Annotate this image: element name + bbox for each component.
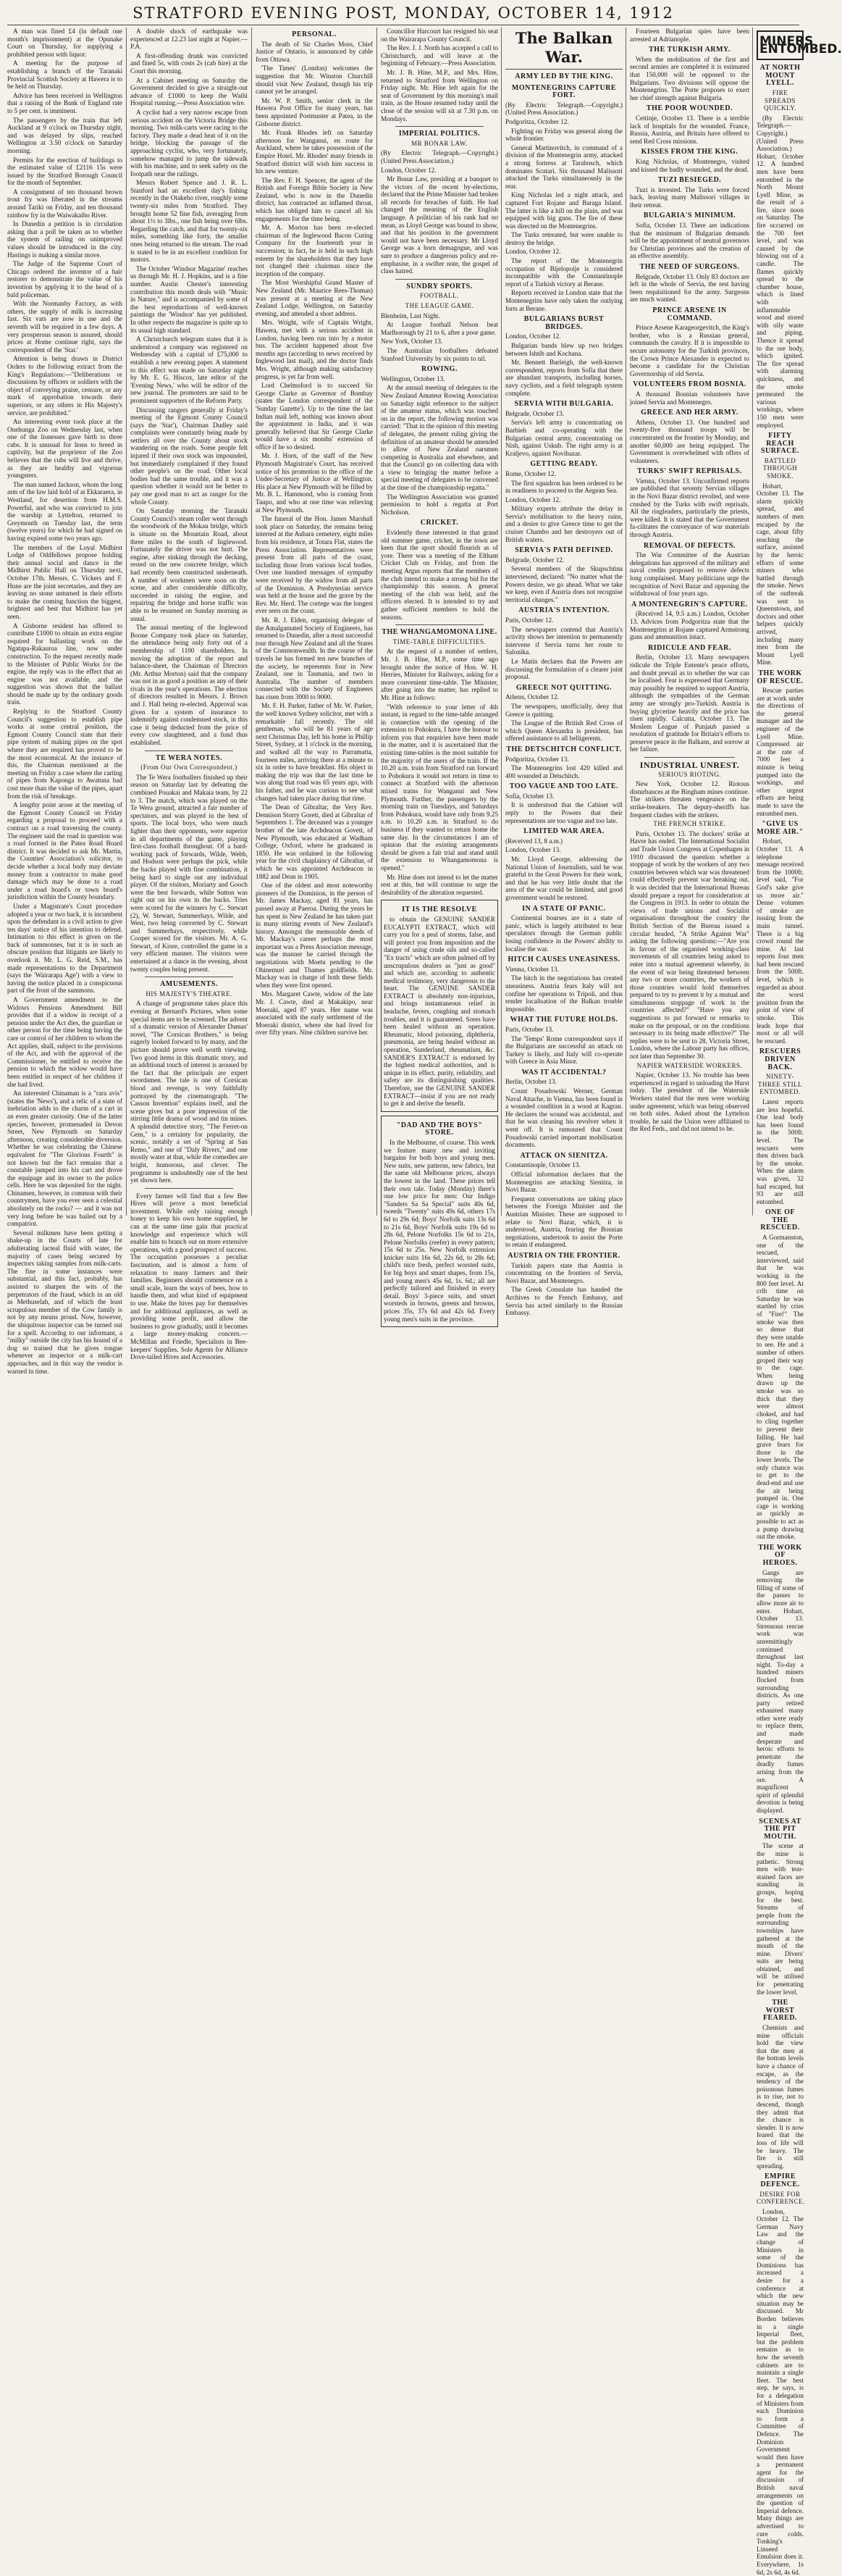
news-paragraph: Fourteen Bulgarian spies have been arrested at Adrianople. <box>630 28 749 43</box>
news-paragraph: Mr. Lloyd George, addressing the National Union of Journalists, said he was grateful to the Great Powers for their work, and that he has very little doubt that the area of the war could be limited, and good government would be restored. <box>505 856 623 901</box>
news-paragraph: A meeting for the purpose of establishing a branch of the Taranaki Provincial Scottish Society at Hawera is to be held on Thursday. <box>7 59 122 91</box>
news-paragraph: Napier, October 13. No trouble has been experienced in regard to unloading the Hurst today. The president of the Waterside Workers stated that the men were working under agreement, which was being observed on both sides. Asked about the Lyttelton trouble, he said the Union were affiliated to the Red Feds., and did not intend to be. <box>630 1071 749 1133</box>
column-5 <box>502 28 626 1317</box>
column-7 <box>754 28 842 2576</box>
column-4 <box>378 28 501 1323</box>
dateline: Belgrade, October 13. <box>505 409 565 417</box>
advertisement-paragraph: Every farmer will find that a few Bee Hives will prove a most beneficial investment. While only raising enough honey to keep his own home supplied, he can at the same time gain that practical knowledge and experience which will enable him to branch out on more extensive operations, with a good prospect of success. The occupation possesses a peculiar fascination, and is almost a form of relaxation to many farmers and their families. Beginners should commence on a small scale, learn the ways of bees, how to handle them, and what kind of equipment to use. Make the hives pay for themselves and for additional appliances, as well as providing some profit, and allow the business to grow gradually, until it becomes a large money-making concern.—McMillan and Friedle, Specialists in Bee-keepers' Supplies. Sole Agents for Alliance Dove-tailed Hives and Accessories. <box>130 1192 248 1361</box>
news-paragraph: The 'Temps' Rome correspondent says if the Bulgarians are successful an attack on Turkey is likely, and Italy will co-operate with Greece in Asia Minor. <box>505 1034 623 1066</box>
heading: PRINCE ARSENE IN COMMAND. <box>652 306 727 322</box>
subheading: MR BONAR LAW. <box>411 139 468 147</box>
ad-text: In the Melbourne, of course. This week we feature many new and inviting bargains for both boys and young men. New suits, new patterns, new fabrics, but the same old Melbourne prices, always the lowest in the land. These prices tell their own tale. Today (Monday) there's one low price for men: Our Indigo "Sanders Sa Sa Special" suits 40s 6d, tweeds "Twenty" suits 49s 6d, others 17s 6d to 29s 6d; Boys' Norfolk suits 13s 6d to 21s 6d, Boys' Norfolk suits 19s 6d to 28s 6d, Pelone Norfolks 15s 6d to 21s, Pelone Norfolks (reefer) in every pattern; 15s 6d to 25s. New Norfolk extension knicker suits 16s 6d, 22s 6d, to 28s 6d; child's nice fresh, perfect worsted suits, for big boys and smart shapes, from 15s, and young men's 45s 6d, 1s. 6d.; all are perfectly tailored and finished in every detail. Boys' 3-piece suits, and smart worsteds in browns, greens and browns, prices 35s, 37s 6d and 42s 6d. Every young men's suits in the province. <box>384 1138 495 1323</box>
news-paragraph: The Te Wera footballers finished up their season on Saturday last by defeating the combined Pouakai and Makaia team, by 22 to 3. The match, which was played on the Te Wera ground, attracted a fair number of spectators, and was played in the best of sports. The local boys, who were much lighter than their opponents, were superior in all departments of the game, playing first-class football throughout. Of a hard-working pack of forwards, Wilde, Webb, and Hodson were perhaps the pick, while the backs played with fine combination, it being hard to single out any individual player. Of the visitors, Moriarty and Gooch were the best forwards, while Sutton was right out on his own in the backs. Tries were scored for the winners by C. Stewart (2), W. Stewart, Summerhays, Wilde, and West, two being converted by C. Stewart and Summerhays, respectively, while Cooper scored for the visitors. Mr. A. G. Stewart, of Kiore, controlled the game in a very efficient manner. The visitors were entertained at a dance in the evening, about twenty couples being present. <box>130 773 248 973</box>
news-paragraph: The Wellington Association was granted permission to hold a regatta at Port Nicholson. <box>381 493 498 516</box>
heading: WHAT THE FUTURE HOLDS. <box>510 1016 618 1024</box>
news-paragraph: The Australian footballers defeated Stanford University by six points to nil. <box>381 346 498 362</box>
news-paragraph: A Gisborne resident has offered to contribute £1000 to obtain an extra engine required for ballasting work on the Ngatapa-Rakauroa line, now under construction. To the request recently made to the Minister of Public Works for the engine, the reply was to the effect that an engine was not available, and the suggestion was shown that the ballast should be made up by the ordinary goods train. <box>7 622 122 706</box>
heading: REMOVAL OF DEFECTS. <box>643 541 736 550</box>
news-paragraph: With the Normanby Factory, as with others, the supply of milk is increasing fast. Six vats are now in use and the seventh will be required in a few days. A very prosperous season is assured, should prices at Home continue right, says the correspondent of the 'Star.' <box>7 300 122 354</box>
dateline: London, October 12. <box>505 495 561 503</box>
news-paragraph: The newspapers contend that Austria's activity shows her intention to permanently intervene if Servia turns her route to Salonika. <box>505 625 623 656</box>
heading: LIMITED WAR AREA. <box>523 827 605 836</box>
heading: A MONTENEGRIN'S CAPTURE. <box>631 600 748 609</box>
news-paragraph: Mr. R. J. Elden, organising delegate of the Amalgamated Society of Engineers, has returned to Dunedin, after a most successful tour through New Zealand and all the States of the Commonwealth. In the course of the travels he has formed ten new branches of the society, he represents four in New Zealand, one in Tasmania, and two in Australia. The number of members connected with the Society of Engineers has risen from 3000 to 9000. <box>256 616 374 701</box>
column-rule <box>251 28 252 1216</box>
news-paragraph: Mr. J. B. Hine, M.P., and Mrs. Hine, returned to Stratford from Wellington on Friday night. Mr. Hine left again for the seat of Government by this morning's mail train, as the House resumed today until the close of the session will sit at 7.30 p.m. on Mondays. <box>381 68 498 122</box>
heading: IN A STATE OF PANIC. <box>522 904 606 913</box>
heading: SERVIA WITH BULGARIA. <box>514 400 614 409</box>
news-paragraph: Mrs. Wright, wife of Captain Wright, Hawera, met with a serious accident in London, having been run into by a motor bus. The accident happened about five months ago (according to news received by Inglewood last mail), and the doctor finds Mrs. Wright, although making satisfactory progress, is yet far from well. <box>256 319 373 380</box>
dateline: Wellington, October 13. <box>381 375 445 382</box>
news-paragraph: Discussing rangers generally at Friday's meeting of the Egmont County Council (says the 'Star'), Chairman Dudley said complaints were constantly being made by settlers all over the County about stock wandering on the roads. Some people felt injured if their own stock was impounded, but immediately complained if they found other people's on the road. Other local bodies had the same trouble, and it was a question whether it would not be better to pay one good man to act as ranger for the whole County. <box>130 406 248 506</box>
heading: "GIVE US MORE AIR." <box>757 820 804 836</box>
heading: GREECE NOT QUITTING. <box>515 683 612 692</box>
news-paragraph: At a Cabinet meeting on Saturday the Government decided to give a straight-out advance of £1000 to keep the Waihi Hospital running.—Press Association wire. <box>130 76 248 107</box>
news-paragraph: Latest reports are less hopeful. One lead body has been found in the 500ft. level. The rescuers were then driven back by the smoke. When the alarm was given, 32 had escaped, but 93 are still entombed. <box>757 1097 804 1205</box>
news-paragraph: At the request of a number of settlers, Mr. J. B. Hine, M.P., some time ago brought under the notice of Hon. W. H. Herries, Minister for Railways, asking for a more convenient time-table. The Minister, after going into the matter, has replied to Mr. Hine as follows: <box>381 648 498 701</box>
section-divider <box>395 126 484 127</box>
heading: KISSES FROM THE KING. <box>641 148 738 156</box>
subheading: FOOTBALL. <box>420 292 459 300</box>
heading-industrial-unrest: INDUSTRIAL UNREST. <box>639 760 740 771</box>
heading: GETTING READY. <box>530 460 598 469</box>
news-paragraph: Advice has been received in Wellington that a raising of the Bank of England rate to 5 per cent. is imminent. <box>7 91 122 114</box>
dateline: Rome, October 12. <box>505 469 556 477</box>
news-paragraph: Mr. F. H. Parker, father of Mr. W. Parker, the well known Sydney solicitor, met with a remarkable fall recently. The old gentleman, who will be 81 years of age next Christmas Day, left his home in Phillip Street, Sydney, at 1 o'clock in the morning, and walked all the way to Parramatta, fourteen miles, arriving there at a minute to six in order to have breakfast. His object in making the trip was that the last time he was along that road was 65 years ago, with his father, and he was curious to see what changes had taken place during that time. <box>256 702 373 802</box>
news-paragraph: The Judge of the Supreme Court of Chicago ordered the inventor of a hair restorer to demonstrate the value of his invention by applying it to the head of a bald policeman. <box>7 260 122 298</box>
dateline: Athens, October 12. <box>505 693 559 701</box>
heading: SCENES AT THE PIT MOUTH. <box>759 1817 801 1841</box>
news-paragraph: Fighting on Friday was general along the whole frontier. <box>505 127 623 143</box>
news-paragraph: King Nicholas, of Montenegro, visited and kissed the badly wounded, and the dead. <box>630 157 749 173</box>
news-paragraph: Berlin, October 13. Many newspapers ridicule the Triple Entente's peace efforts, and doubt prevail as to whether the war can be localised. Fear is expressed that Germany may possibly be required to support Austria, although the sympathies of the German army are strongly pro-Turkish. Austria is buying glycerine heavily and the price has risen rapidly. Calcutta, October 13. The Moslem League of Punjaub passed a resolution of gratitude for Britain's efforts to preserve peace in the Balkans, and sorrow at her failure. <box>630 653 749 753</box>
heading: WAS IT ACCIDENTAL? <box>521 1068 607 1076</box>
heading-rowing: ROWING. <box>421 365 458 374</box>
news-paragraph: Mr. Bennett Burleigh, the well-known correspondent, reports from Sofia that there are abundant transports, including horses, navy cyclists, and a field telegraph system complete. <box>505 359 623 397</box>
news-paragraph: "With reference to your letter of 4th instant, in regard to the time-table arranged in connection with the opening of the extension to Pohokura, I have the honour to inform you that enquiries have been made in the matter, and it is ascertained that the existing time-tables is the most suitable for the majority of the users of the train. If the 10.20 a.m. train from Stratford ran forward to Pohokura it would not return in time to connect at Stratford with the afternoon mixed trains for Wanganui and New Plymouth. Further, the passengers by the morning train on Tuesdays, and Saturdays from Pohokura, would have only from 9.25 a.m. to 10.20 a.m. in Stratford to do business if they wanted to return home the same day. In the circumstances I am of opinion that the existing arrangements should be given a fair trial and stand until the extension to Whangamomona is opened." <box>381 703 498 871</box>
news-paragraph: The Rev. J. J. North has accepted a call to Christchurch, and will leave at the beginning of February.—Press Association. <box>381 44 498 67</box>
news-paragraph: A consignment of ten thousand brown trout fry was liberated in the streams around Tariki on Friday, and ten thousand rainbow fry in the Waiwakaiho River. <box>7 188 122 219</box>
heading: THE WORK OF HEROES. <box>758 1543 802 1567</box>
news-paragraph: The League of the British Red Cross of which Queen Alexandra is president, has offered assistance to all belligerents. <box>505 719 623 743</box>
news-paragraph: (By Electric Telegraph.—Copyright.) (United Press Association.) Hobart, October 12. A hundred men have been entombed in the North Mount Lyell Mine, as the result of a fire, since noon on Saturday. The fire occurred on the 700 feet level, and was caused by the blowing out of a candle. The flames quickly spread to the chamber house, which is lined with inflammable wood and stored with oily waste and piping. Thence it spread to the ore body, which ignited. The fire spread with alarming quickness, and the smoke permeated the various workings, where 150 men were employed. <box>757 114 804 429</box>
heading-imperial-politics: IMPERIAL POLITICS. <box>398 130 481 138</box>
news-paragraph: The Montenegrins lost 420 killed and 400 wounded at Detschitch. <box>505 764 623 779</box>
news-paragraph: Mrs. Margaret Cawte, widow of the late Mr. J. Cawte, died at Makakipo, near Moeraki, aged 87 years. Her name was associated with the early settlement of the Moeraki district, where she had lived for over fifty years. Nine children survive her. <box>256 990 373 1037</box>
news-paragraph: Continental bourses are in a state of panic, which is largely attributed to bear speculators through the German public losing confidence in the Powers' ability to localise the war. <box>505 914 623 953</box>
news-paragraph: Mr Bonar Law, presiding at a banquet to the victors of the recent by-elections, declared that the Prime Minister had broken all records for breaches of faith. He had changed the meaning of the English language. A politician of his rank had no mean, as Lloyd George was bound to show, and that his position in the government would not have been necessary. Mr Lloyd George was a born demagogue, and was sure to produce a dangerous policy and re-emphasise, in a swifter note, the gospel of class hatred. <box>381 175 498 275</box>
masthead: STRATFORD EVENING POST, MONDAY, OCTOBER 14, 1912 <box>132 4 674 22</box>
section-divider <box>644 757 735 758</box>
ad-heading: IT IS THE RESOLVE <box>402 906 477 914</box>
news-paragraph: The first squadron has been ordered to be in readiness to proceed to the Aegean Sea. <box>505 479 623 495</box>
news-paragraph: It is understood that the Cabinet will reply to the Powers that their representations are too vague and too late. <box>505 801 623 824</box>
news-paragraph: The annual meeting of the Inglewood Boone Company took place on Saturday, the attendance being only forty out of a membership of 1100 shareholders. In moving the adoption of the report and balance-sheet, the Chairman of Directors (Mr. Arthur Morton) said that the company was not in as good a position as any of their rivals in the year's operations. The election of directors resulted in Messrs. J. Brown and J. Hall being re-elected. Approval was given for a system of insurance to indemnify against condemned stock, in this case it being deducted from the price of every cow slaughtered, and a fund thus established. <box>130 624 248 747</box>
heading: AUSTRIA'S INTENTION. <box>518 606 610 615</box>
news-paragraph: Cettinje, October 13. There is a terrible lack of hospitals for the wounded. France, Russia, Austria, and Britain have offered to send Red Cross missions. <box>630 114 749 145</box>
dateline: London, October 12. <box>505 248 561 256</box>
dateline: Constantinople, October 13. <box>505 1161 581 1169</box>
news-paragraph: Le Matin declares that the Powers are discussing the formulation of a clearer joint proposal. <box>505 657 623 681</box>
news-paragraph: Mr. Frank Rhodes left on Saturday afternoon for Wanganui, en route for Auckland, where he takes possession of the Empire Hotel. Mr. Rhodes' many friends in Stratford district will wish him success in his new venture. <box>256 129 373 175</box>
subheading: DESIRE FOR CONFERENCE. <box>757 2190 805 2206</box>
news-paragraph: The members of the Loyal Midhirst Lodge of Oddfellows propose holding their annual social and dance in the Midhirst Public Hall on Thursday next, October 17th. Messrs. C. Vickers and F. Hune are the joint secretaries, and they are leaving no stone unturned in their efforts to make the coming function the biggest, brightest and best that Midhirst has yet seen. <box>7 543 122 620</box>
dateline: Vienna, October 13. <box>505 965 559 973</box>
ad-heading: "DAD AND THE BOYS" STORE. <box>396 1121 483 1137</box>
subheading: THE FRENCH STRIKE. <box>653 820 726 828</box>
news-paragraph: The scene at the mine is pathetic. Strong men with tear-stained faces are standing in groups, hoping for the best. Streams of people from the surrounding townships have gathered at the mouth of the mine. Divers' suits are being obtained, and will be utilised for penetrating the lower level. <box>757 1842 804 1996</box>
column-3 <box>253 28 376 1216</box>
news-paragraph: Councillor Harcourt has resigned his seat on the Wairarapa County Council. <box>381 28 498 43</box>
heading-amusements: AMUSEMENTS. <box>160 980 218 989</box>
advertisement-sander-extract <box>381 900 498 1111</box>
news-paragraph: The Turks retreated, but were unable to destroy the bridge. <box>505 231 623 246</box>
news-paragraph: The death of Sir Charles Moss, Chief Justice of Ontario, is announced by cable from Ottawa. <box>256 40 373 63</box>
news-paragraph: (Received 14, 9.5 a.m.) London, October 13. Advices from Podgoritza state that the Montenegrins at Rojane captured Armstrong guns and ammunition intact. <box>630 610 749 641</box>
news-paragraph: In Dunedin a petition is in circulation asking that a poll be taken as to whether the system of railing on unimproved values should be introduced in the city. Hastings is making a similar move. <box>7 220 122 259</box>
dateline: Paris, October 12. <box>505 616 554 624</box>
subheading: TIME-TABLE DIFFICULTIES. <box>392 637 487 645</box>
headline-balkan-war: The Balkan War. <box>505 29 623 70</box>
news-paragraph: Sofia, October 13. There are indications that the minimum of Bulgarian demands will be the appointment of neutral governors for Christian provinces and the creation of an effective assembly. <box>630 222 749 260</box>
news-paragraph: Turkish papers state that Austria is concentrating on the frontiers of Servia, Novi Bazar, and Montenegro. <box>505 1261 623 1284</box>
column-rule <box>376 28 377 1216</box>
dateline: (Received 13, 8 a.m.) <box>505 837 563 845</box>
heading: THE WORK OF RESCUE. <box>757 669 804 685</box>
heading: RIDICULE AND FEAR. <box>648 643 731 652</box>
heading-whangamomona-line: THE WHANGAMOMONA LINE. <box>382 628 497 637</box>
news-paragraph: New York, October 12. Riotous disturbances at the Bingham mines continue. The strikers threaten vengeance on the strike-breakers. The deputy-sheriffs has frequent clashes with the strikers. <box>630 780 749 819</box>
section-divider <box>395 279 484 280</box>
heading: GREECE AND HER ARMY. <box>641 409 738 417</box>
column-2 <box>127 28 251 1361</box>
news-paragraph: On Saturday morning the Taranaki County Council's steam roller went through the woodwork of the Mokau bridge, which is situate on the Mountain Road, about three miles to the south of Inglewood. Fortunately the driver was not hurt. The engine, after sinking through the decking, rested on the new concrete bridge, which had recently been constructed underneath. A number of workmen were soon on the scene, and after considerable difficulty, succeeded in raising the engine, and repairing the bridge and horse traffic was able to be resumed on Sunday morning as usual. <box>130 507 248 622</box>
heading-te-wera-notes: TE WERA NOTES. <box>155 753 223 762</box>
news-paragraph: Replying to the Stratford County Council's suggestion to establish pipe works at some central position, the Egmont County Council state that their pipe system of making pipes on the spot where they are required has proved to be the most economical. At the instance of this, the Chairman mentioned at the meeting on Friday a case where the carting of pipes from Kaponga to Awatuna had cost more than the value of the pipes, apart from the risk of breakage. <box>7 708 122 800</box>
heading: FIFTY REACH SURFACE. <box>761 432 799 456</box>
heading: MONTENEGRINS CAPTURE FORT. <box>511 83 617 100</box>
heading: EMPIRE DEFENCE. <box>760 2173 800 2188</box>
heading-cricket: CRICKET. <box>420 519 459 527</box>
news-paragraph: Paris, October 13. The dockers' strike at Havre has ended. The International Socialist and Trade Union Congress at Copenhagen in 1910 discussed the question whether a stoppage of work by the workers of any two countries between which war was threatened could effectively prevent war breaking out. It was decided that the International Bureau should prepare a report for consideration at the Congress in 1913. In order to obtain the views of trade unions and Socialist organisations throughout the country the British Section of the Bureau issued a circular headed, "A Strike Against War" asking the following questions:—"Are you in favour of the organised working-class movements of all countries being asked to enter into a mutual agreement whereby, in the event of war being threatened between any two or more countries, the workers of those countries would hold themselves prepared to try to prevent it by a mutual and simultaneous stoppage of work in the countries affected?" "Have you any suggestions to put forward or remarks to make on the proposal, or on the conditions necessary to its being made effective?" The replies were to be sent to 28, Victoria Street, London, where the Labour party has offices, not later than September 30. <box>630 829 749 1061</box>
heading: BULGARIA'S MINIMUM. <box>643 212 736 220</box>
news-paragraph: The hitch in the negotiations has created uneasiness. Austria fears Italy will not confine her operations to Tripoli, and thus render localisation of the Balkan trouble impossible. <box>505 974 623 1013</box>
news-paragraph: Lord Chelmsford is to succeed Sir George Clarke as Governor of Bombay (states the London correspondent of the 'Sunday Gazette'). Up to the time the last Indian mail left, nothing was known about the appointment in India, and it was generally believed that Sir George Clarke would have a six months' extension of office if he so desired. <box>256 382 373 451</box>
section-divider <box>145 750 233 751</box>
news-paragraph: Evidently those interested in that grand old summer game, cricket, in the town are keen that the sport should flourish as of yore. There was a meeting of the Eltham Cricket Club on Friday, and from the meeting Argus reports that the members of the club intend to make a strong bid for the championship this season. A general meeting of the club was held, and the officers elected. It is intended to try and gather sufficient members to hold the seasons. <box>381 529 498 621</box>
dateline: New York, October 13. <box>381 338 443 346</box>
heading: TOO VAGUE AND TOO LATE. <box>509 782 619 791</box>
news-paragraph: Prince Arsene Karageorgevitch, the King's brother, who is a Russian general, commands the cavalry. If it is impossible to secure autonomy for the Turkish provinces, the Crown Prince Alexander is expected to become a candidate for the Christian Governorship of old Servia. <box>630 324 749 377</box>
news-paragraph: Athens, October 13. One hundred and twenty-five thousand troops will be concentrated on the frontier by Monday, and another 60,000 are being equipped. The Government is overwhelmed with offers of volunteers. <box>630 418 749 464</box>
heading: VOLUNTEERS FROM BOSNIA. <box>633 380 746 389</box>
news-paragraph: The October 'Windsor Magazine' reaches us through Mr. H. J. Hopkins, and is a fine number. Austin Chester's interesting contribution this month deals with "Music in Nature," and is accompanied by some of the best reproductions of well-known paintings the 'Windsor' has yet published. In other respects the magazine is quite up to its usual high standard. <box>130 264 248 334</box>
dateline: London, October 12. <box>381 166 437 174</box>
advertisement-dad-and-boys <box>381 1116 498 1327</box>
heading: THE TURKISH ARMY. <box>649 46 731 54</box>
news-paragraph: A thousand Bosnian volunteers have joined Servia and Montenegro. <box>630 390 749 406</box>
news-paragraph: A man was fined £4 (in default one month's imprisonment) at the Opunake Court on Thursday, for supplying a prohibited person with liquor. <box>7 28 122 58</box>
subheading: NAPIER WATERSIDE WORKERS. <box>636 1061 743 1069</box>
ad-text: to obtain the GENUINE SANDER EUCALYPTI EXTRACT, which will carry you for a peal of storms, false, and will protect you from imposition and the danger of using crude oils and so-called "Ex tracts" which are often palmed off by unscrupulous dealers as "just as good" and which are, according to authentic medical testimony, very dangerous to the heart. The GENUINE SANDER EXTRACT is absolutely non-injurious, and brings instantaneous relief in headache, fevers, coughing and stomach troubles, and it is guaranteed. Sores have been healed without an operation. Rheumatic, blood poisoning, diphtheria, pneumonia, are being healed without an operation, Sunderland, rheumatism, &c. SANDER'S EXTRACT is endorsed by the highest medical authorities, and is unique in its effect. purity, reliability, and safety are its distinguishing qualities. Therefore, use the GENUINE SANDER EXTRACT—insist if you are not ready to get it and derive the benefit. <box>384 915 495 1108</box>
column-6 <box>627 28 752 1216</box>
headline-miners-entombed: MINERS ENTOMBED. <box>757 30 804 60</box>
heading: RESCUERS DRIVEN BACK. <box>759 1047 801 1071</box>
news-paragraph: At League football Nelson beat Marlborough by 21 to 6, after a poor game. <box>381 321 498 336</box>
news-paragraph: A change of programme takes place this evening at Bernard's Pictures, when some special items are to be screened. The advent of a dramatic version of Alexander Dumas' novel, "The Corsican Brothers," is being eagerly looked forward to by many, and the picture should prove well worth viewing. Two good items in this dramatic story, and an additional touch of interest is aroused by the fact that the principals are expert swordsmen. The tale is one of Corsican blood and revenge, is very faithfully portrayed by the cinematograph. "The Casson Invention" explains itself, and the scene gives but a poor impression of the stirring little drama of wood and tin mines. A splendid detective story, "The Ferret-on Gem," is a certainty for popularity, the scenic, notably a set of "Spring at San Remo," and one of "Daly Rivers," and one mostly water at that, while the comedies are bright, humorous, and clever. The programme is undoubtedly one of the best yet shown here. <box>130 1000 248 1184</box>
news-paragraph: One of the oldest and most noteworthy pioneers of the Dominion, in the person of Mr. James Mackay, aged 81 years, has passed away at Paeroa. During the years he has spent in New Zealand he has taken part in many stirring events of New Zealand's history. Amongst the memorable deeds of Mr. Mackay's career perhaps the most important was a Press Association message, was the manner he carried through the negotiations with Moetu pending to the Ohinemuri and Thames goldfields. Mr. Mackay was in charge of both these fields when they were first opened. <box>256 882 373 989</box>
news-paragraph: Bulgarian bands blew up two bridges between Ishtib and Kochana. <box>505 342 623 357</box>
news-paragraph: Several members of the Skupschtina interviewed, declared: "No matter what the Powers desire, we go ahead. What we take we keep, even if Austria does not recognise territorial changes." <box>505 565 623 603</box>
news-paragraph: A Christchurch telegram states that it is understood a company was registered on Wednesday with a capital of £75,000 to establish a new evening paper. A statement to this effect was made on Saturday night by Mr. E. G. Hiscox, late editor of the 'Evening News,' who will be editor of the new journal. The promoters are said to be prominent supporters of the Reform Party. <box>130 335 248 404</box>
news-paragraph: Frequent conversations are taking place between the Foreign Minister and the Austrian Minister. These are supposed to relate to Novi Bazar, which, it is understood, Austria, fearing the Bosnian negotiations, undertook to assist the Porte to retain if endangered. <box>505 1195 623 1249</box>
news-paragraph: Attention is being drawn in District Orders to the following extract from the King's Regulations:—"Deliberations or discussions by officers or soldiers with the object of conveying praise, censure, or any mark of approbation towards their superiors, or any others in His Majesty's service, are prohibited." <box>7 355 122 417</box>
dateline: (By Electric Telegraph.—Copyright.) (United Press Association.) <box>505 101 623 117</box>
news-paragraph: A Government amendment to the Widows Pensions Amendment Bill provides that if a widow in receipt of a pension under the Act dies, the guardian or other person for the time being having the care or control of her children to whom the Act applies, shall, subject to the provisions of the Act, and with the approval of the Commissioner, be entitled to receive the pension to which the widow would have been entitled in respect of her children if she had lived. <box>7 996 122 1088</box>
subheading: HIS MAJESTY'S THEATRE. <box>146 990 232 998</box>
news-paragraph: The man named Jackson, whom the long arm of the law laid hold of at Ekkaraera, in Westland, for desertion from H.M.S. Powerful, and who was convicted to join the warship at Lyttelton, returned to Greymouth on Tuesday last, the term (twelve years) for which he had signed on having expired some two years ago. <box>7 480 122 542</box>
dateline: Berlin, October 13. <box>505 1078 557 1086</box>
news-paragraph: At the annual meeting of delegates to the New Zealand Amateur Rowing Association on Saturday night reference to the subject of the amateur status, which was touched on in the report, the following motion was carried: "That in the opinion of this meeting of delegates, the present ruling giving the definition of an amateur should be amended to allow of New Zealand oarsmen competing in Australia and elsewhere, and that the Council go on collecting data with a view to bringing the matter before a special meeting of delegates to be convened at the time of the championship regatta." <box>381 384 498 492</box>
subheading: NINETY-THREE STILL ENTOMBED. <box>757 1073 803 1096</box>
heading-sundry-sports: SUNDRY SPORTS. <box>406 282 473 290</box>
news-paragraph: Mr. A. Morton has been re-elected chairman of the Inglewood Bacon Curing Company for the fourteenth year in succession; in fact, he is held in such high esteem by the shareholders that they have not changed their chairman since the inception of the company. <box>256 224 373 277</box>
news-paragraph: Official information declares that the Montenegrins are attacking Sienitza, in Novi Bazar. <box>505 1171 623 1194</box>
dateline: Podgoritza, October 12. <box>505 117 569 125</box>
heading: SERVIA'S PATH DEFINED. <box>515 546 613 555</box>
column-rule <box>126 28 127 1216</box>
heading: BULGARIANS BURST BRIDGES. <box>523 315 605 331</box>
news-paragraph: Servia's left army is concentrating on Barbieh and co-operating with the Bulgarian central army, concentrating on Nish, against Uskub. The right army is at Kraljevo, against Novibazar. <box>505 419 623 457</box>
dateline: Podgoritza, October 13. <box>505 755 569 763</box>
dateline: Paris, October 13. <box>505 1025 554 1033</box>
heading: THE POOR WOUNDED. <box>646 104 733 113</box>
news-paragraph: A lengthy point arose at the meeting of the Egmont County Council on Friday regarding a proposal to proceed with a contract on a road traversing the county. The engineer said the road in question was a road formed in the Patea Road Board district. It was decided to ask Mr. Martin, the Counties' Association's solicitor, to decide whether a local body may deviate money from a contractor to make good damage which may be done to a road under a road board's or town board's jurisdiction within the County boundary. <box>7 801 122 901</box>
heading: THE WORST FEARED. <box>762 1999 798 2023</box>
heading: TUZI BESIEGED. <box>657 176 722 185</box>
heading-personal: PERSONAL. <box>292 30 337 38</box>
section-divider <box>145 1188 233 1189</box>
news-paragraph: Mr. W. P. Smith, senior clerk in the Hawera Post Office for many years, has been appointed Postmaster at Patea, in the Gisborne district. <box>256 96 373 127</box>
news-paragraph: Gangs are removing the filling of some of the passes to allow more air to enter. Hobart, October 13. Strenuous rescue work was unremittingly continued throughout last night. To-day a hundred miners flocked from surrounding districts. As one party retired exhausted many other were ready to replace them, and made desperate and heroic efforts to penetrate the deadly fumes arising from the ore. A magnificent spirit of splendid devotion is being displayed. <box>757 1568 804 1814</box>
news-paragraph: The Dean of Gibraltar, the Very Rev. Dennison Storry Gorett, died at Gibraltar of Septembers 1. The deceased was a younger brother of the late Archdeacon Govett, of New Plymouth, was educated at Wadham College, Oxford, where he graduated in 1850. He was ordained in the following year for the civil chaplaincy of Gibraltar, of which he was appointed Archdeacon in 1882 and Dean in 1905. <box>256 803 373 880</box>
dateline: Blenheim, Last Night. <box>381 311 440 319</box>
news-paragraph: Mr. J. Horn, of the staff of the New Plymouth Magistrate's Court, has received notice of his promotion to the office of the Under-Secretary of Justice at Wellington. His place at New Plymouth will be filled by Mr. B. L. Hammond, who is coming from Taupo, and who at one time was relieving at New Plymouth. <box>256 452 373 514</box>
news-paragraph: The Rev. F. H. Spencer, the agent of the British and Foreign Bible Society in New Zealand, who is now in the Dunedin district, has contracted an inflamed throat, which has obliged him to cancel all his engagements for the time being. <box>256 176 373 222</box>
news-paragraph: The War Committee of the Austrian delegations has approved of the military and naval credits proposed to remove defects long complained. Many politicians urge the recognition of Novi Bazar and opposing the withdrawal of four years ago. <box>630 551 749 598</box>
column-rule <box>501 28 502 1216</box>
subheading: SERIOUS RIOTING. <box>657 770 721 778</box>
subheading: BATTLED THROUGH SMOKE. <box>762 456 798 480</box>
heading: AUSTRIA ON THE FRONTIER. <box>508 1251 620 1260</box>
heading: THE NEED OF SURGEONS. <box>639 263 740 272</box>
section-divider <box>395 624 484 625</box>
news-paragraph: Mr. Hine does not intend to let the matter rest at this, but will continue to urge the desirability of the alteration requested. <box>381 873 498 896</box>
column-1 <box>4 28 125 1375</box>
heading: ATTACK ON SIENITZA. <box>520 1151 608 1160</box>
news-paragraph: Messrs Robert Spence and J. R. L. Stanford had an excellent day's fishing recently in the Otakeho river, roughly some twenty-six miles from Stratford. They brought home 52 fine fish, averaging from about 1½ to 3lbs., one fish being over 6lbs. Regarding the catch, and that for twenty-six miles, something like forty, the smaller ones being returned to the stream. The road is stated to be in an excellent condition for motors. <box>130 179 248 264</box>
column-rule <box>752 28 753 1216</box>
news-paragraph: The Most Worshipful Grand Master of New Zealand (Mr. Maurice Rees-Thomas) was present at a meeting at the New Zealand Lodge, Wellington, on Saturday evening, and attended a short address. <box>256 279 373 317</box>
news-paragraph: Permits for the erection of buildings to the estimated value of £2116 15s were issued by the Stratford Borough Council for the month of September. <box>7 156 122 187</box>
news-paragraph: Under a Magistrate's Court procedure adopted a year or two back, it is incumbent upon the defendant in a civil action to give ten days' notice of his intention to defend. Intimation to this effect is given on the back of summonses, but it is in such an obscure position that litigants are likely to overlook it. Mr. L. G. Reid, S.M., has made representations to the Department (says the 'Wairarapa Age') with a view to having the notice placed in a conspicuous part of the front of the summons. <box>7 902 122 995</box>
news-paragraph: General Martinovitch, in command of a division of the Montenegrin army, attacked a strong fortress at Tarabosch, which dominates Scutari. Six thousand Malissori attacked the Turks simultaneously in the rear. <box>505 143 623 190</box>
heading: ONE OF THE RESCUED. <box>760 1208 800 1232</box>
news-paragraph: Vienna, October 13. Unconfirmed reports are published that seventy Servian villages in the Novi Bazar district revolted, and were crushed by the Turks with swift reprisals. All the ringleaders, particularly the priests, were killed. It is stated that the Government fa-cilitates the conveyance of war materials through Austria. <box>630 477 749 539</box>
news-paragraph: Hobart, October 13. A telephone message received from the 1000ft. level said, "For God's sake give us more air." Dense volumes of smoke are issuing from the main tunnel. There is a big crowd round the mine. At last reports four men had been rescued from the 500ft. level, which is regarded as about the worst position from the point of view of smoke. This leads hope that most or all will be rescued. <box>757 837 804 1045</box>
news-paragraph: A double shock of earthquake was experienced at 12.23 last night at Napier.—P.A. <box>130 28 248 51</box>
news-paragraph: The newspapers, unofficially, deny that Greece is quitting. <box>505 702 623 718</box>
news-paragraph: The passengers by the train that left Auckland at 9 o'clock on Thursday night, and was delayed by slips, reached Wellington at 3.50 o'clock on Saturday morning. <box>7 116 122 154</box>
heading: AT NORTH MOUNT LYELL. <box>759 64 801 88</box>
news-paragraph: Hobart, October 13. The alarm quickly spread, and numbers of men escaped by the cage, about fifty reaching the surface, assisted by the heroic efforts of some miners who battled through the smoke. News of the outbreak was sent to Queenstown, and doctors and other helpers quickly arrived, including many men from the Mount Lyell Mine. <box>757 482 804 666</box>
heading: TURKS' SWIFT REPRISALS. <box>637 467 742 476</box>
news-paragraph: Belgrade, October 13. Only 83 doctors are left in the whole of Servia, the rest having been requisitioned for the army. Surgeons are much wanted. <box>630 272 749 304</box>
dateline: London, October 12. <box>505 333 561 340</box>
news-paragraph: 'The Times' (London) welcomes the suggestion that Mr. Winston Churchill should visit New Zealand, though his trip cannot yet be arranged. <box>256 64 373 96</box>
news-paragraph: King Nicholas led a night attack, and captured Fort Rojane and Baraga Island. The latter is like a hill on the plain, and was equipped with big guns. The fire of these was directed on the Montenegrins. <box>505 191 623 230</box>
subheading: FIRE SPREADS QUICKLY. <box>764 88 796 112</box>
dateline: (By Electric Telegraph.—Copyright.) (United Press Association.) <box>381 149 498 164</box>
news-paragraph: Military experts attribute the delay in Servia's mobilisation to the heavy rains, and a desire to give Greece time to get the cruiser Chambo and her destroyers out of British waters. <box>505 505 623 543</box>
heading: THE DETSCHITCH CONFLICT. <box>506 745 622 753</box>
heading: ARMY LED BY THE KING. <box>515 72 613 80</box>
news-paragraph: When the mobilisation of the first and second armies are completed it is estimated that 150,000 will be opposed to the Bulgarians. Two divisions will oppose the Montenegrins. The Porte proposes to exert her chief strength against Bulgaria. <box>630 55 749 101</box>
dateline: Belgrade, October 12. <box>505 556 565 564</box>
news-paragraph: Reports received in London state that the Montenegrins have only taken the outlying forts at Berane. <box>505 289 623 312</box>
news-paragraph: The Greek Consulate has handed the Archives to the French Embassy, and Servia has acted similarly to the Russian Embassy. <box>505 1286 623 1317</box>
news-paragraph: Count Posadowski Werner, German Naval Attache, in Vienna, has been found in a wounded condition in a wood at Kagran. He declares the wound was accidental, and that he was cleaning his revolver when it went off. It is rumoured that Count Posadowski carried important mobilisation documents. <box>505 1087 623 1149</box>
heading: HITCH CAUSES UNEASINESS. <box>508 955 620 964</box>
news-paragraph: Rescue parties are at work under the directions of the general manager and the engineer of the Lyell Mine. Compressed air at the rate of 7000 feet a minute is being pumped into the workings, and other urgent efforts are being made to save the entombed men. <box>757 687 804 817</box>
news-paragraph: The report of the Montenegrin occupation of Bijelopolje is considered incompatible with the Constantinople report of a Turkish victory at Berane. <box>505 257 623 288</box>
news-paragraph: A Gormanston, one of the rescued, interviewed, said that he was working in the 800 feet level. At crib time on Saturday he was startled by cries of "Fire!" The smoke was then so dense that they were unable to see. He and a number of others groped their way to the cage. When being drawn up the smoke was so thick that they were almost choked, and had to cling together to prevent their falling. He had grave fears for those in the lower levels. The only chance was to get to the dead-end and use the air being pumped in. One cage is working as quickly as possible to act as a pump drawing out the smoke. <box>757 1234 804 1541</box>
subheading: THE LEAGUE GAME. <box>405 302 474 309</box>
news-paragraph: A cyclist had a very narrow escape from serious accident on the Victoria Bridge this morning. Two milk-carts were racing to the factory. They made a dead heat of it on the bridge, blocking the passage of the approaching cyclist, who, very fortunately, somehow managed to jump the sidewalk with his machine, and to seek safety on the footpath near the railings. <box>130 108 248 177</box>
news-paragraph: An interesting event took place at the Onehunga Zoo on Wednesday last, when one of the lionesses gave birth to three cubs. It is unusual for lions to breed in captivity, but the proprietor of the Zoo believes that the cubs will live and thrive, as they are healthy and vigorous youngsters. <box>7 418 122 480</box>
news-paragraph: Chemists and mine officials hold the view that the men at the bottom levels have a chance of escape, as the tendency of the poisonous fumes is to rise, not to descend, though they admit that the chance is slender. It is now feared that the loss of life will be heavy. The fire is still spreading. <box>757 2024 804 2170</box>
news-paragraph: Tuzi is invested. The Turks were forced back, leaving many Malissori villages in their retreat. <box>630 185 749 209</box>
news-paragraph: An interested Chinaman is a "rara avis" (states the 'News'), and a relic of a state of inebriation adds to the charm of a cart in an even greater curiosity. One of the latter species, however, promenaded in Devon Street, New Plymouth on Saturday afternoon, creating considerable diversion. Whether he was celebrating the Chinese equivalent for "The Glorious Fourth" is not known but the fact remains that a constable jumped into his cart and drove the equipage and its owner to the police cells. Here he was deposited for the night. Chinamen, however, in common with their countrymen, have you ever seen a celestial absolutely on the rocks? — and it was not very long before he was bailed out by a compatriot. <box>7 1090 122 1228</box>
news-paragraph: A first-offending drunk was convicted and fined 5s, with costs 2s (cab hire) at the Court this morning. <box>130 51 248 75</box>
subheading: (From Our Own Correspondent.) <box>140 764 237 771</box>
dateline: London, October 13. <box>505 846 561 854</box>
news-paragraph: London, October 12. The German Navy Law and the change of Ministers in some of the Dominions has increased a desire for a conference at which the new situation may be discussed. Mr Borden believes in a single Imperial fleet, but the problem remains as to how the seventh cabinets are to maintain a single fleet. The best step, he says, is for a delegation of Ministers from each Dominion to form a Committee of Defence. The Dominion Government would then have a permanent agent for the discussion of British naval arrangements on the question of Imperial defence. Many things are advertised to cure colds. Tonking's Linseed Emulsion does it. Everywhere, 1s 6d, 2s 6d, 4s 6d. <box>757 2207 804 2576</box>
dateline: Sofia, October 13. <box>505 792 555 800</box>
news-paragraph: Several milkmen have been getting a shake-up in the Courts of late for adulterating lacteal fluid with water, the majority of cases being secured by inspectors taking samples from milk-carts. The fine in some instances were substantial, and this fact, probably, has assisted to sharpen the wits of the perpetrators of the fraud, which in an old as Methuselah, and of which the least scrupulous member of the Cow family is not by any means proud. Now, however, the ubiquitous inspector can be turned out for a spell. Accordng to our informant, a "milky" outside the city has his hound of a dog so trained that he gives tongue whenever an inspector or a milk-cart approaches, and in this way the vendor is warned in time. <box>7 1229 122 1375</box>
news-paragraph: The funeral of the Hon. James Marshall took place on Saturday, the remains being interred at the Aubara cemetery, eight miles from his residence, at Totara Flat, states the Press Association. Representatives were present from all parts of the coast, including those from various local bodies. Over one hundred messages of sympathy were received by the widow from all parts of the Dominion. A Presbyterian service was held at the house and the grave by the Rev. Mr. Herd. The cortege was the longest ever seen on the coast. <box>256 515 373 615</box>
